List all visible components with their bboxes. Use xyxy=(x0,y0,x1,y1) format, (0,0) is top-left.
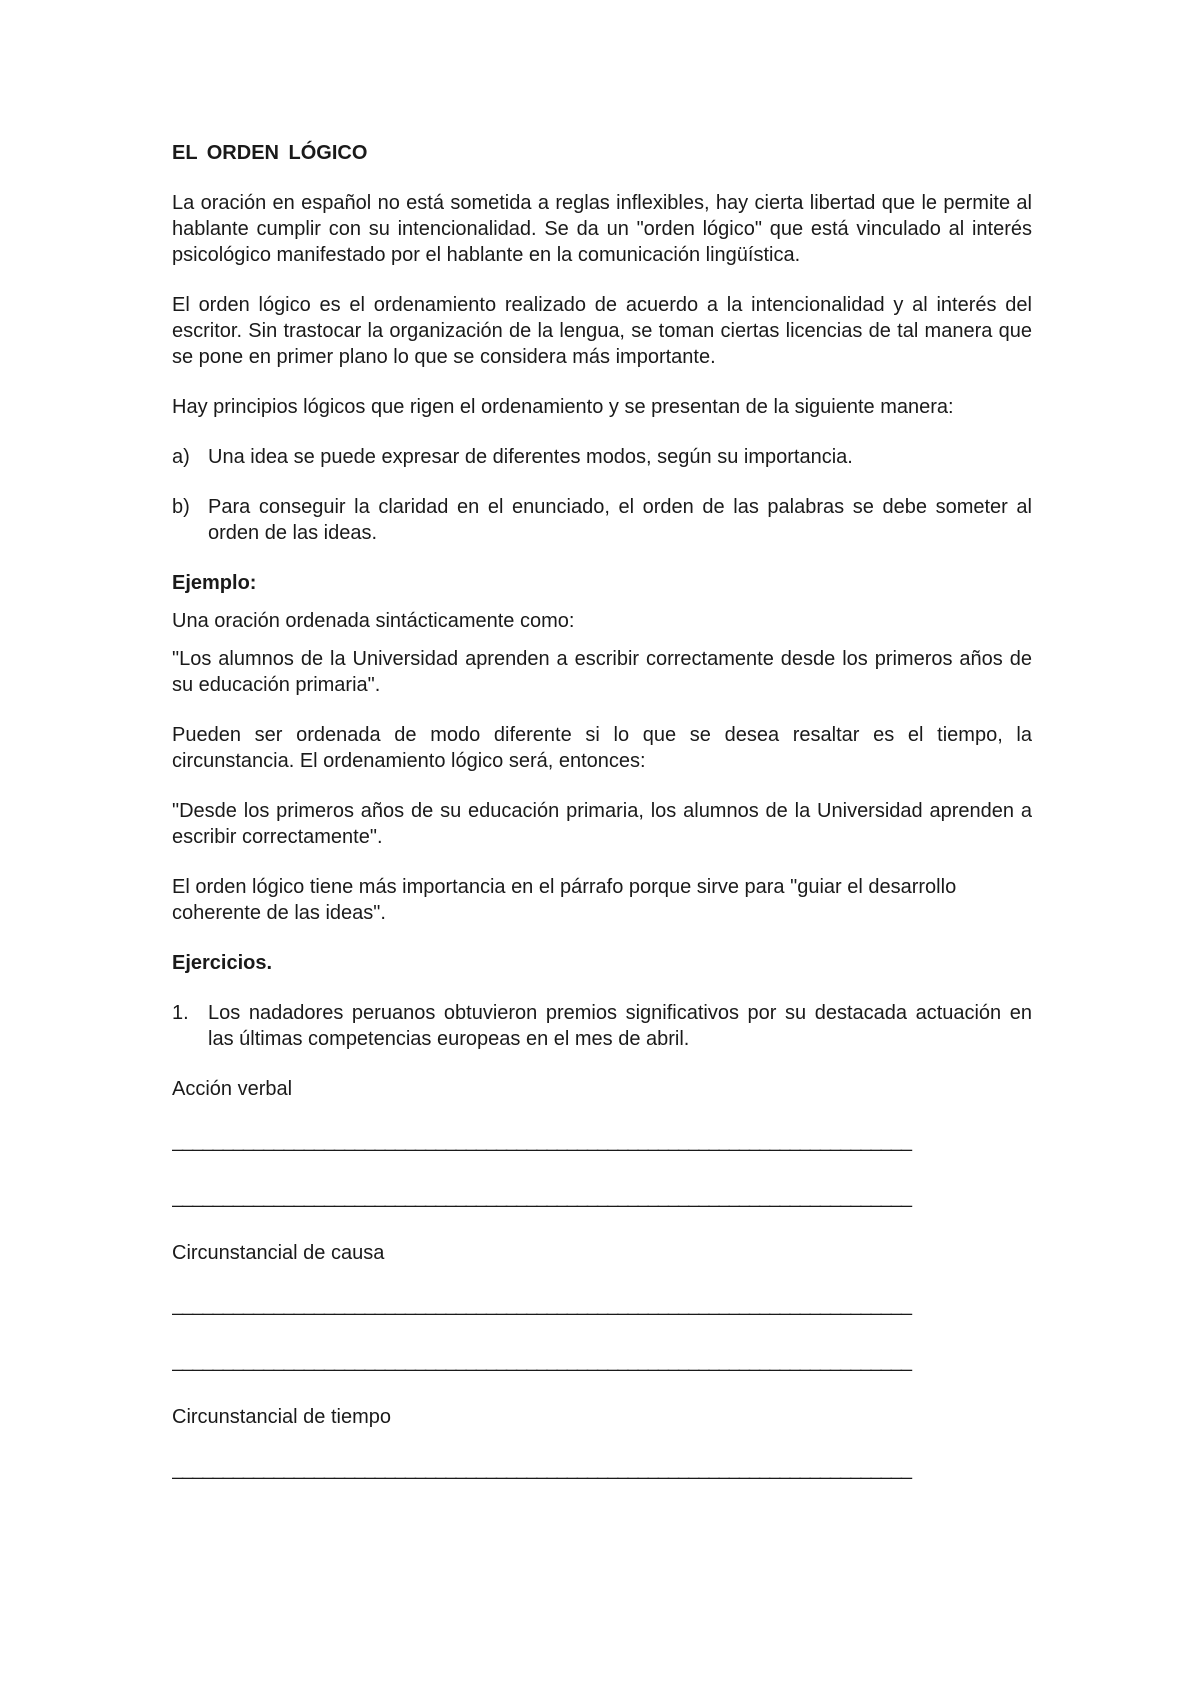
label-circunstancial-tiempo: Circunstancial de tiempo xyxy=(172,1406,391,1428)
label-circunstancial-causa: Circunstancial de causa xyxy=(172,1242,385,1264)
list-text: Para conseguir la claridad en el enunciado, el orden de las palabras se debe someter al orden de las ideas. xyxy=(208,496,1032,544)
list-marker: a) xyxy=(172,446,190,468)
example-heading: Ejemplo: xyxy=(172,572,257,594)
answer-line[interactable]: _________________________________________________________________________ xyxy=(172,1294,911,1316)
example-reordered-sentence: "Desde los primeros años de su educación primaria, los alumnos de la Universidad aprenden a escribir correctamente". xyxy=(172,800,1032,848)
document-page xyxy=(172,140,1032,1512)
example-sentence: "Los alumnos de la Universidad aprenden a escribir correctamente desde los primeros años de su educación primaria". xyxy=(172,648,1032,696)
answer-line[interactable]: _________________________________________________________________________ xyxy=(172,1130,911,1152)
principle-item-b xyxy=(172,494,1032,546)
exercises-heading: Ejercicios. xyxy=(172,952,273,974)
list-text: Una idea se puede expresar de diferentes modos, según su importancia. xyxy=(208,446,853,468)
example-conclusion: El orden lógico tiene más importancia en el párrafo porque sirve para "guiar el desarrollo coherente de las ideas". xyxy=(172,876,957,924)
principle-item-a xyxy=(172,444,1032,470)
principles-intro-paragraph: Hay principios lógicos que rigen el ordenamiento y se presentan de la siguiente manera: xyxy=(172,396,954,418)
example-explanation: Pueden ser ordenada de modo diferente si lo que se desea resaltar es el tiempo, la circunstancia. El ordenamiento lógico será, entonces: xyxy=(172,724,1032,772)
label-accion-verbal: Acción verbal xyxy=(172,1078,293,1100)
list-marker: b) xyxy=(172,496,190,518)
exercise-item-1 xyxy=(172,1000,1032,1052)
answer-line[interactable]: _________________________________________________________________________ xyxy=(172,1350,911,1372)
list-text: Los nadadores peruanos obtuvieron premios significativos por su destacada actuación en las últimas competencias europeas en el mes de abril. xyxy=(208,1002,1032,1050)
example-intro: Una oración ordenada sintácticamente como: xyxy=(172,610,575,632)
definition-paragraph: El orden lógico es el ordenamiento realizado de acuerdo a la intencionalidad y al interés del escritor. Sin trastocar la organización de la lengua, se toman ciertas licencias de tal manera que se pone en primer plano lo que se considera más importante. xyxy=(172,294,1032,368)
page-title: EL ORDEN LÓGICO xyxy=(172,142,368,164)
intro-paragraph: La oración en español no está sometida a reglas inflexibles, hay cierta libertad que le permite al hablante cumplir con su intencionalidad. Se da un "orden lógico" que está vinculado al interés psicológico manifestado por el hablante en la comunicación lingüística. xyxy=(172,192,1032,266)
answer-line[interactable]: _________________________________________________________________________ xyxy=(172,1458,911,1480)
answer-line[interactable]: _________________________________________________________________________ xyxy=(172,1186,911,1208)
list-marker: 1. xyxy=(172,1002,189,1024)
